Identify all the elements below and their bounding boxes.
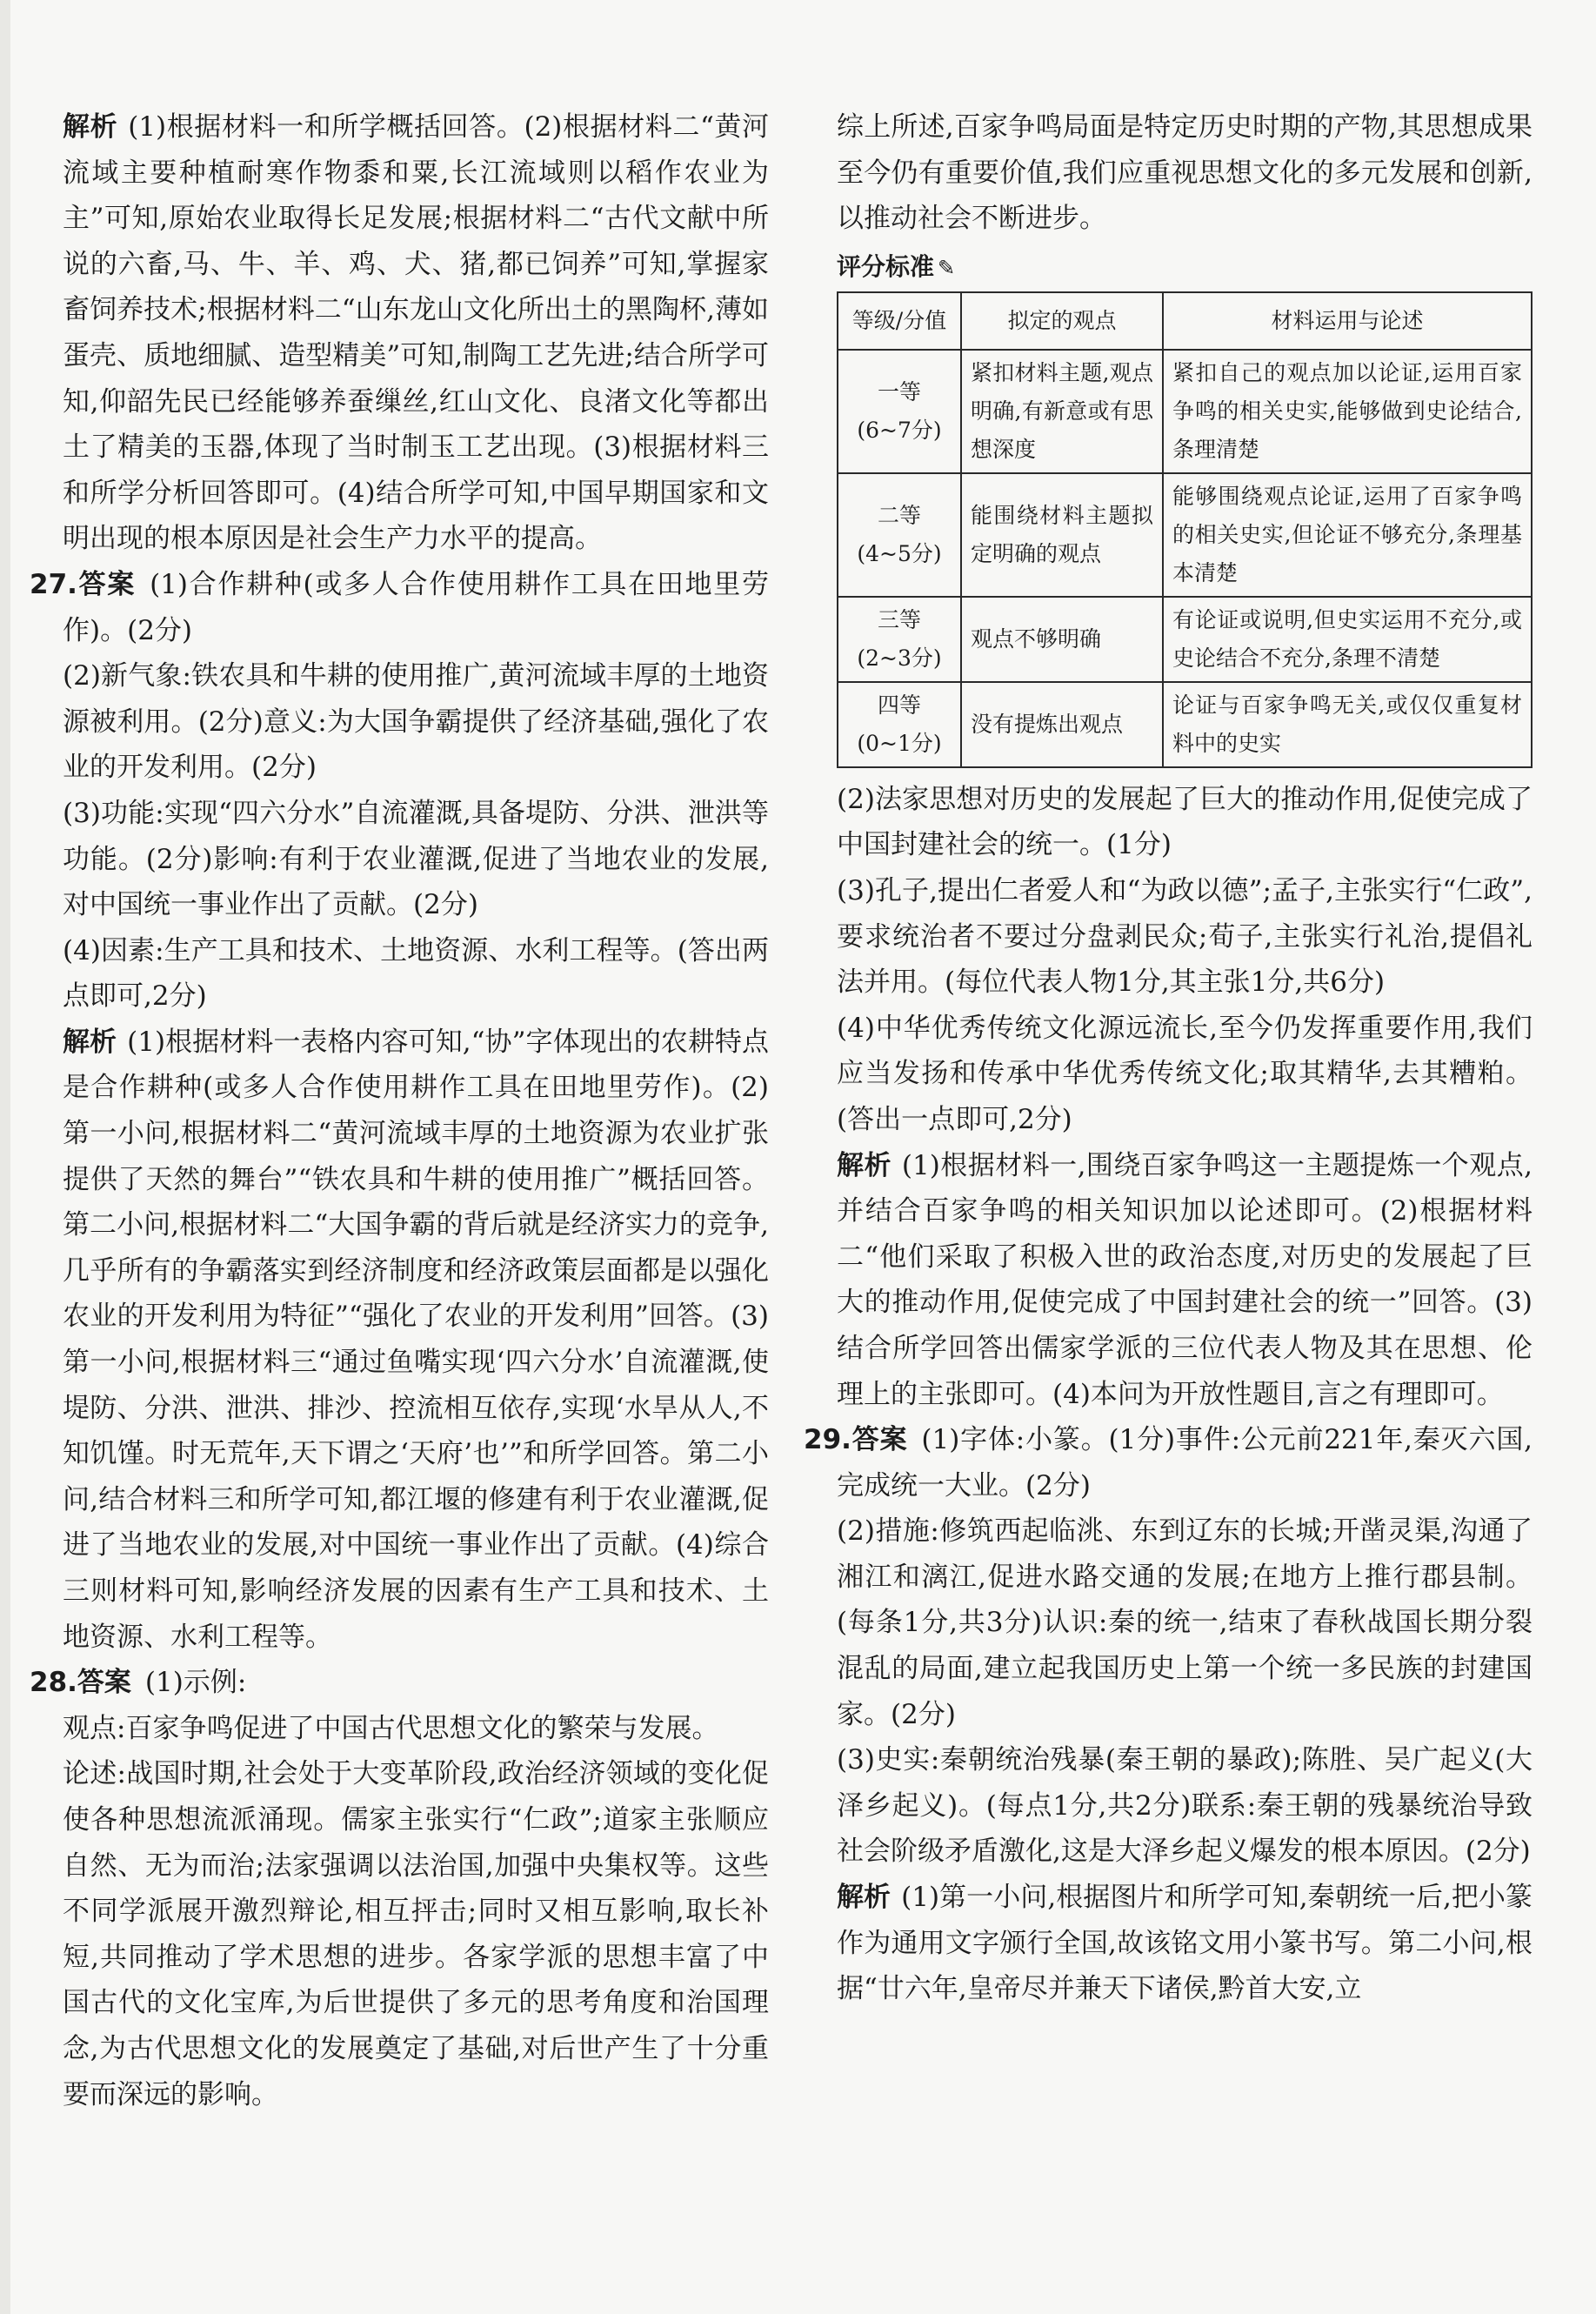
level-score: (0~1分) <box>857 730 942 756</box>
answer-label: 答案 <box>77 1667 131 1699</box>
table-row <box>838 597 1532 682</box>
criteria-title: 评分标准 <box>837 251 935 281</box>
table-header: 材料运用与论述 <box>1163 292 1532 350</box>
answer-item: 观点:百家争鸣促进了中国古代思想文化的繁荣与发展。 <box>63 1712 719 1744</box>
view-cell: 观点不够明确 <box>961 597 1163 682</box>
level-name: 三等 <box>877 606 921 632</box>
explanation-text: (1)第一小问,根据图片和所学可知,秦朝统一后,把小篆作为通用文字颁行全国,故该铭文用小篆书写。第二小问,根据“廿六年,皇帝尽并兼天下诸侯,黔首大安,立 <box>837 1882 1533 2005</box>
argument-cell: 有论证或说明,但史实运用不充分,或史论结合不充分,条理不清楚 <box>1163 597 1532 682</box>
answer-item: (2)措施:修筑西起临洮、东到辽东的长城;开凿灵渠,沟通了湘江和漓江,促进水路交通的发展;在地方上推行郡县制。(每条1分,共3分)认识:秦的统一,结束了春秋战国长期分裂混乱的局面,建立起我国历史上第一个统一多民族的封建国家。(2分) <box>837 1515 1533 1730</box>
explanation-text: (1)根据材料一,围绕百家争鸣这一主题提炼一个观点,并结合百家争鸣的相关知识加以论述即可。(2)根据材料二“他们采取了积极入世的政治态度,对历史的发展起了巨大的推动作用,促使完成了中国封建社会的统一”回答。(3)结合所学回答出儒家学派的三位代表人物及其在思想、伦理上的主张即可。(4)本问为开放性题目,言之有理即可。 <box>837 1149 1533 1410</box>
table-header-row <box>838 292 1532 350</box>
pen-icon: ✎ <box>938 255 956 280</box>
explanation-label: 解析 <box>837 1882 891 1914</box>
question-number: 29. <box>804 1424 851 1456</box>
level-cell <box>838 350 961 473</box>
argument-cell: 紧扣自己的观点加以论证,运用百家争鸣的相关史实,能够做到史论结合,条理清楚 <box>1163 350 1532 473</box>
question-number: 27. <box>30 568 77 600</box>
table-header: 等级/分值 <box>838 292 961 350</box>
level-name: 二等 <box>877 502 921 528</box>
explanation-label: 解析 <box>837 1149 891 1181</box>
explanation-label: 解析 <box>63 111 118 143</box>
view-cell: 紧扣材料主题,观点明确,有新意或有思想深度 <box>961 350 1163 473</box>
answer-text: (1)字体:小篆。(1分)事件:公元前221年,秦灭六国,完成统一大业。(2分) <box>837 1424 1533 1501</box>
question-number: 28. <box>30 1667 77 1699</box>
explanation-text: (1)根据材料一和所学概括回答。(2)根据材料二“黄河流域主要种植耐寒作物黍和粟,长江流域则以稻作农业为主”可知,原始农业取得长足发展;根据材料二“古代文献中所说的六畜,马、牛、羊、鸡、犬、猪,都已饲养”可知,掌握家畜饲养技术;根据材料二“山东龙山文化所出土的黑陶杯,薄如蛋壳、质地细腻、造型精美”可知,制陶工艺先进;结合所学可知,仰韶先民已经能够养蚕缫丝,红山文化、良渚文化等都出土了精美的玉器,体现了当时制玉工艺出现。(3)根据材料三和所学分析回答即可。(4)结合所学可知,中国早期国家和文明出现的根本原因是社会生产力水平的提高。 <box>63 111 770 555</box>
answer-item: (4)因素:生产工具和技术、土地资源、水利工程等。(答出两点即可,2分) <box>63 934 769 1013</box>
answer-text: (1)合作耕种(或多人合作使用耕作工具在田地里劳作)。(2分) <box>63 568 769 646</box>
table-row <box>838 682 1532 767</box>
answer-item: (3)史实:秦朝统治残暴(秦王朝的暴政);陈胜、吴广起义(大泽乡起义)。(每点1分,共2分)联系:秦王朝的残暴统治导致社会阶级矛盾激化,这是大泽乡起义爆发的根本原因。(2分) <box>837 1744 1533 1868</box>
argument-cell: 能够围绕观点论证,运用了百家争鸣的相关史实,但论证不够充分,条理基本清楚 <box>1163 473 1532 597</box>
q29-answer <box>804 1417 1533 1508</box>
answer-item: (2)法家思想对历史的发展起了巨大的推动作用,促使完成了中国封建社会的统一。(1分) <box>837 783 1533 861</box>
q28-explanation <box>837 1143 1533 1418</box>
level-score: (4~5分) <box>857 540 942 566</box>
explanation-text: (1)根据材料一表格内容可知,“协”字体现出的农耕特点是合作耕种(或多人合作使用耕作工具在田地里劳作)。(2)第一小问,根据材料二“黄河流域丰厚的土地资源为农业扩张提供了天然的舞台”“铁农具和牛耕的使用推广”概括回答。第二小问,根据材料二“大国争霸的背后就是经济实力的竞争,几乎所有的争霸落实到经济制度和经济政策层面都是以强化农业的开发利用为特征”“强化了农业的开发利用”回答。(3)第一小问,根据材料三“通过鱼嘴实现‘四六分水’自流灌溉,使堤防、分洪、泄洪、排沙、控流相互依存,实现‘水旱从人,不知饥馑。时无荒年,天下谓之‘天府’也’”和所学回答。第二小问,结合材料三和所学可知,都江堰的修建有利于农业灌溉,促进了当地农业的发展,对中国统一事业作出了贡献。(4)综合三则材料可知,影响经济发展的因素有生产工具和技术、土地资源、水利工程等。 <box>63 1026 769 1653</box>
level-cell <box>838 473 961 597</box>
criteria-heading <box>837 247 1533 288</box>
answer-label: 答案 <box>77 568 137 600</box>
answer-label: 答案 <box>851 1424 908 1456</box>
answer-text: (1)示例: <box>144 1667 247 1699</box>
level-score: (6~7分) <box>857 417 942 443</box>
table-header: 拟定的观点 <box>961 292 1163 350</box>
right-column <box>804 104 1533 2012</box>
view-cell: 能围绕材料主题拟定明确的观点 <box>961 473 1163 597</box>
level-cell <box>838 597 961 682</box>
q28-answer <box>30 1660 769 1706</box>
scoring-table <box>837 291 1533 768</box>
explanation-label: 解析 <box>63 1026 117 1058</box>
q27-explanation <box>63 1020 769 1660</box>
page-edge <box>0 0 10 2314</box>
argument-cell: 论证与百家争鸣无关,或仅仅重复材料中的史实 <box>1163 682 1532 767</box>
q29-explanation <box>837 1875 1533 2012</box>
answer-item: (2)新气象:铁农具和牛耕的使用推广,黄河流域丰厚的土地资源被利用。(2分)意义:为大国争霸提供了经济基础,强化了农业的开发利用。(2分) <box>63 660 769 784</box>
view-cell: 没有提炼出观点 <box>961 682 1163 767</box>
level-score: (2~3分) <box>857 645 942 671</box>
table-row <box>838 473 1532 597</box>
level-name: 四等 <box>877 692 921 718</box>
table-row <box>838 350 1532 473</box>
answer-item: (4)中华优秀传统文化源远流长,至今仍发挥重要作用,我们应当发扬和传承中华优秀传统文化;取其精华,去其糟粕。(答出一点即可,2分) <box>837 1012 1533 1135</box>
answer-item: (3)孔子,提出仁者爱人和“为政以德”;孟子,主张实行“仁政”,要求统治者不要过分盘剥民众;荀子,主张实行礼治,提倡礼法并用。(每位代表人物1分,其主张1分,共6分) <box>837 874 1533 999</box>
level-name: 一等 <box>877 378 921 405</box>
answer-item: 综上所述,百家争鸣局面是特定历史时期的产物,其思想成果至今仍有重要价值,我们应重视思想文化的多元发展和创新,以推动社会不断进步。 <box>837 111 1533 235</box>
left-column <box>30 104 770 2117</box>
q27-answer <box>30 562 769 653</box>
level-cell <box>838 682 961 767</box>
answer-item: (3)功能:实现“四六分水”自流灌溉,具备堤防、分洪、泄洪等功能。(2分)影响:有利于农业灌溉,促进了当地农业的发展,对中国统一事业作出了贡献。(2分) <box>63 797 769 921</box>
answer-item: 论述:战国时期,社会处于大变革阶段,政治经济领域的变化促使各种思想流派涌现。儒家主张实行“仁政”;道家主张顺应自然、无为而治;法家强调以法治国,加强中央集权等。这些不同学派展开激烈辩论,相互抨击;同时又相互影响,取长补短,共同推动了学术思想的进步。各家学派的思想丰富了中国古代的文化宝库,为后世提供了多元的思考角度和治国理念,为古代思想文化的发展奠定了基础,对后世产生了十分重要而深远的影响。 <box>63 1758 769 2110</box>
q26-explanation <box>63 104 769 562</box>
